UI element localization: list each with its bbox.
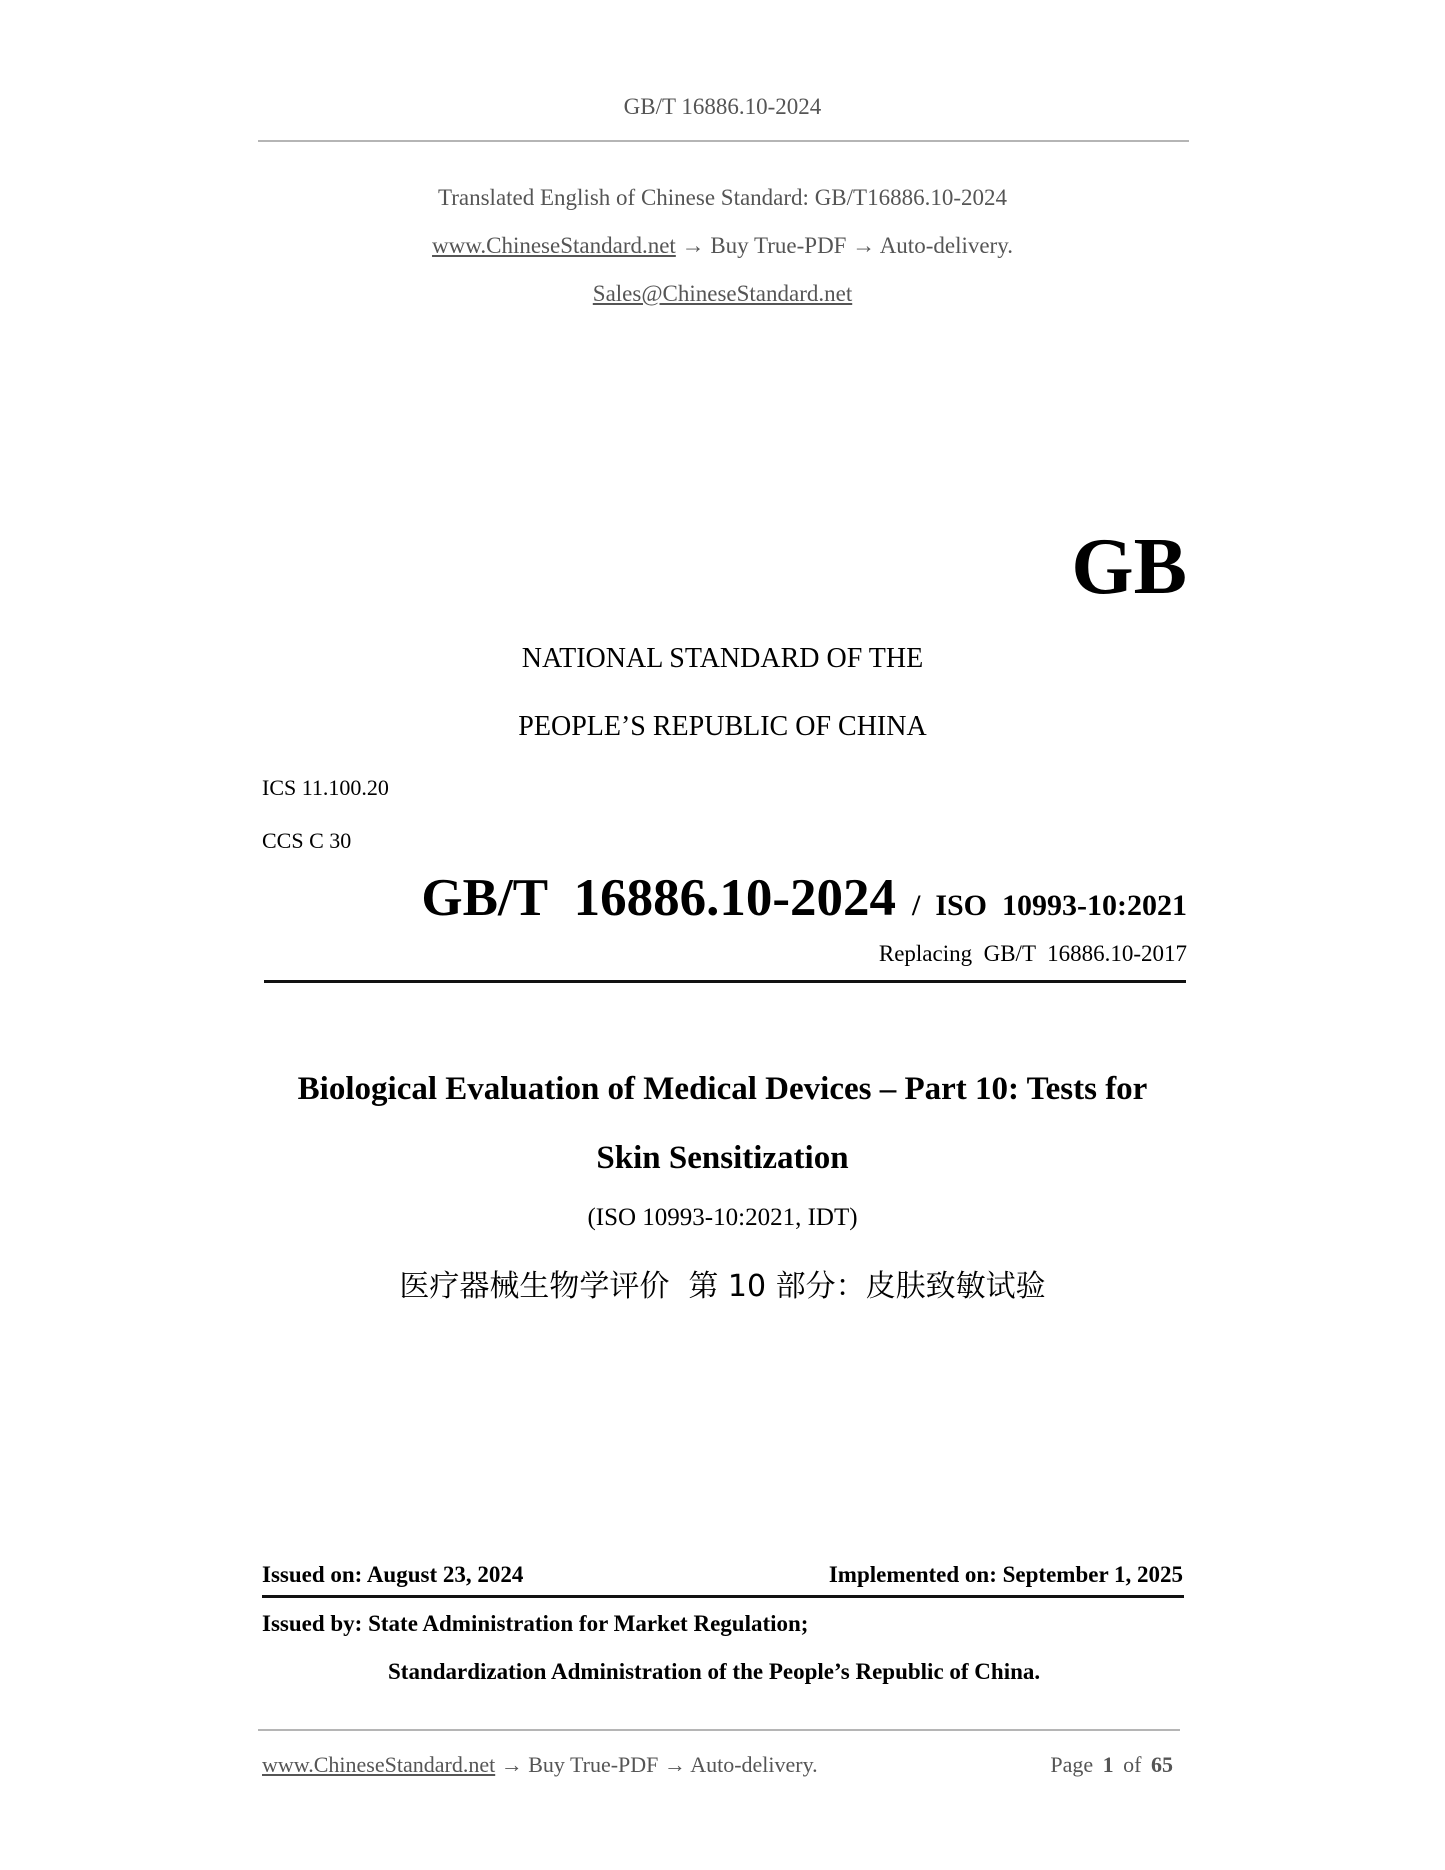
promo-line-buy [0, 233, 1445, 259]
replacing-note: Replacing GB/T 16886.10-2017 [878, 941, 1187, 966]
implemented-on-date: Implemented on: September 1, 2025 [828, 1562, 1183, 1587]
ics-code: ICS 11.100.20 [262, 775, 389, 800]
standard-number-row [421, 869, 1187, 927]
national-standard-line2: PEOPLE’S REPUBLIC OF CHINA [518, 711, 927, 742]
iso-idt-note: (ISO 10993-10:2021, IDT) [587, 1204, 858, 1231]
national-standard-line1: NATIONAL STANDARD OF THE [521, 643, 924, 674]
gb-mark: GB [1071, 523, 1187, 611]
document-title-line1: Biological Evaluation of Medical Devices – Part 10: Tests for [297, 1071, 1148, 1107]
page-label: Page [1050, 1752, 1094, 1777]
promo-line-email [0, 281, 1445, 307]
standard-number-divider [264, 980, 1186, 983]
page-total: 65 [1151, 1752, 1173, 1777]
page-indicator [1050, 1752, 1173, 1778]
sales-email-link[interactable]: Sales@ChineseStandard.net [592, 281, 853, 306]
issued-by-line2: Standardization Administration of the People’s Republic of China. [388, 1659, 1041, 1684]
issued-by-line1: Issued by: State Administration for Market Regulation; [262, 1611, 809, 1636]
header-divider [258, 140, 1189, 142]
chinese-title: 医疗器械生物学评价 第 10 部分：皮肤致敏试验 [399, 1269, 1046, 1304]
chinesestandard-link[interactable]: www.ChineseStandard.net [432, 233, 676, 258]
document-title-line2: Skin Sensitization [596, 1140, 849, 1176]
iso-equivalent: / ISO 10993-10:2021 [911, 889, 1187, 922]
footer-chinesestandard-link[interactable]: www.ChineseStandard.net [262, 1752, 496, 1777]
issued-on-date: Issued on: August 23, 2024 [262, 1562, 524, 1587]
running-header: GB/T 16886.10-2024 [623, 94, 822, 119]
page-current: 1 [1102, 1752, 1114, 1777]
footer-buy-text: → Buy True-PDF → Auto-delivery. [495, 1752, 818, 1777]
page-of: of [1123, 1752, 1142, 1777]
footer-promo [262, 1752, 818, 1778]
footer-divider [258, 1729, 1180, 1731]
issue-divider [262, 1595, 1184, 1598]
standard-number: GB/T 16886.10-2024 [421, 869, 896, 927]
promo-line-translated: Translated English of Chinese Standard: GB/T16886.10-2024 [438, 185, 1007, 210]
buy-true-pdf-text: → Buy True-PDF → Auto-delivery. [675, 233, 1013, 258]
ccs-code: CCS C 30 [262, 828, 352, 853]
